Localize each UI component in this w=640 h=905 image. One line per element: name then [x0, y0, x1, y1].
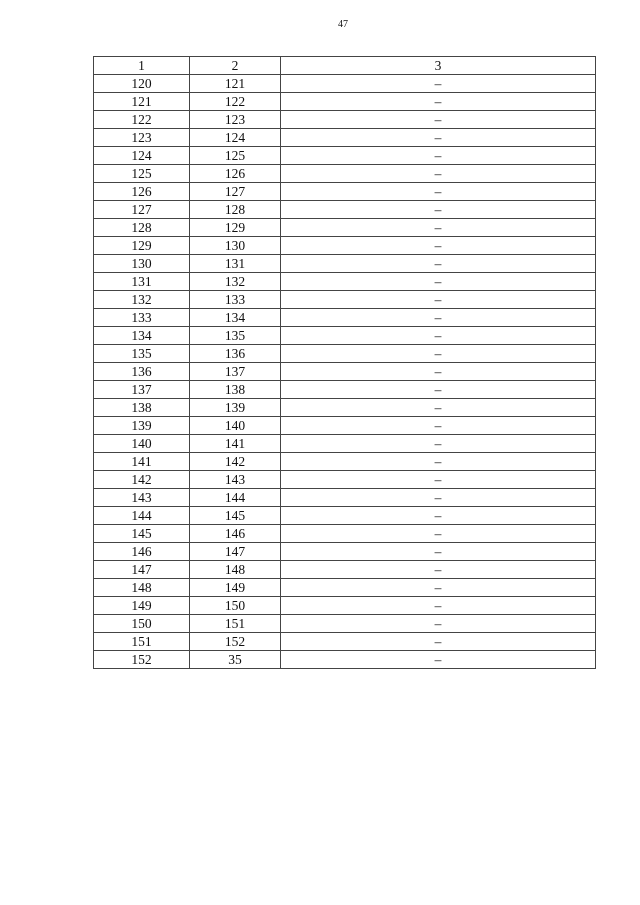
table-cell-col-2: 124: [190, 129, 281, 147]
table-row: [94, 633, 596, 651]
table-cell-col-2: 138: [190, 381, 281, 399]
table-row: [94, 471, 596, 489]
table-row: [94, 147, 596, 165]
table-row: [94, 111, 596, 129]
table-cell-col-3: –: [281, 633, 596, 651]
table-cell-col-1: 144: [94, 507, 190, 525]
table-cell-col-2: 143: [190, 471, 281, 489]
table-row: [94, 381, 596, 399]
table-cell-col-3: –: [281, 471, 596, 489]
table-cell-col-1: 148: [94, 579, 190, 597]
table-cell-col-1: 133: [94, 309, 190, 327]
table-cell-col-2: 142: [190, 453, 281, 471]
table-row: [94, 237, 596, 255]
table-cell-col-1: 141: [94, 453, 190, 471]
table-cell-col-3: –: [281, 111, 596, 129]
table-row: [94, 417, 596, 435]
table-cell-col-2: 123: [190, 111, 281, 129]
table-cell-col-3: –: [281, 615, 596, 633]
table-cell-col-3: –: [281, 381, 596, 399]
table-row: [94, 507, 596, 525]
table-cell-col-2: 35: [190, 651, 281, 669]
table-cell-col-3: –: [281, 561, 596, 579]
table-cell-col-3: –: [281, 507, 596, 525]
table-cell-col-2: 146: [190, 525, 281, 543]
column-header-1: 1: [94, 57, 190, 75]
table-cell-col-3: –: [281, 417, 596, 435]
table-row: [94, 165, 596, 183]
table-cell-col-3: –: [281, 237, 596, 255]
table-cell-col-2: 133: [190, 291, 281, 309]
table-cell-col-2: 127: [190, 183, 281, 201]
table-cell-col-1: 137: [94, 381, 190, 399]
table-cell-col-1: 145: [94, 525, 190, 543]
table-row: [94, 651, 596, 669]
table-cell-col-2: 139: [190, 399, 281, 417]
table-cell-col-1: 152: [94, 651, 190, 669]
table-cell-col-3: –: [281, 543, 596, 561]
table-cell-col-2: 132: [190, 273, 281, 291]
table-cell-col-2: 134: [190, 309, 281, 327]
table-cell-col-3: –: [281, 183, 596, 201]
table-cell-col-1: 143: [94, 489, 190, 507]
table-cell-col-1: 122: [94, 111, 190, 129]
table-cell-col-3: –: [281, 525, 596, 543]
table-cell-col-1: 128: [94, 219, 190, 237]
table-row: [94, 615, 596, 633]
table-row: [94, 399, 596, 417]
table-cell-col-1: 123: [94, 129, 190, 147]
page-number: 47: [338, 19, 348, 30]
table-cell-col-1: 126: [94, 183, 190, 201]
table-row: [94, 129, 596, 147]
table-cell-col-2: 145: [190, 507, 281, 525]
table-header-row: [94, 57, 596, 75]
table-cell-col-3: –: [281, 651, 596, 669]
table-row: [94, 543, 596, 561]
column-header-3: 3: [281, 57, 596, 75]
table-cell-col-3: –: [281, 273, 596, 291]
table-row: [94, 525, 596, 543]
table-row: [94, 183, 596, 201]
table-cell-col-1: 121: [94, 93, 190, 111]
table-cell-col-3: –: [281, 579, 596, 597]
table-cell-col-2: 141: [190, 435, 281, 453]
table-cell-col-2: 144: [190, 489, 281, 507]
table-cell-col-1: 151: [94, 633, 190, 651]
table-row: [94, 309, 596, 327]
table-cell-col-3: –: [281, 435, 596, 453]
table-cell-col-1: 132: [94, 291, 190, 309]
table-cell-col-2: 148: [190, 561, 281, 579]
table-cell-col-3: –: [281, 93, 596, 111]
table-cell-col-2: 150: [190, 597, 281, 615]
table-row: [94, 579, 596, 597]
table-cell-col-1: 139: [94, 417, 190, 435]
table-cell-col-3: –: [281, 399, 596, 417]
table-row: [94, 363, 596, 381]
table-cell-col-1: 127: [94, 201, 190, 219]
table-row: [94, 435, 596, 453]
table-cell-col-2: 131: [190, 255, 281, 273]
table-cell-col-1: 140: [94, 435, 190, 453]
table-row: [94, 561, 596, 579]
table-cell-col-3: –: [281, 345, 596, 363]
table-cell-col-2: 137: [190, 363, 281, 381]
table-cell-col-2: 149: [190, 579, 281, 597]
table-row: [94, 453, 596, 471]
table-cell-col-1: 129: [94, 237, 190, 255]
table-row: [94, 273, 596, 291]
column-header-2: 2: [190, 57, 281, 75]
table-cell-col-3: –: [281, 219, 596, 237]
table-cell-col-3: –: [281, 489, 596, 507]
table-cell-col-1: 120: [94, 75, 190, 93]
table-cell-col-1: 150: [94, 615, 190, 633]
table-cell-col-2: 126: [190, 165, 281, 183]
table-row: [94, 291, 596, 309]
table-row: [94, 93, 596, 111]
table-body: [94, 75, 596, 669]
table-row: [94, 327, 596, 345]
table-cell-col-3: –: [281, 165, 596, 183]
table-cell-col-3: –: [281, 291, 596, 309]
table-cell-col-2: 151: [190, 615, 281, 633]
table-cell-col-3: –: [281, 363, 596, 381]
table-cell-col-2: 129: [190, 219, 281, 237]
table-cell-col-1: 146: [94, 543, 190, 561]
table-cell-col-1: 142: [94, 471, 190, 489]
table-cell-col-3: –: [281, 201, 596, 219]
table-cell-col-3: –: [281, 453, 596, 471]
table-cell-col-1: 147: [94, 561, 190, 579]
table-cell-col-2: 152: [190, 633, 281, 651]
table-row: [94, 219, 596, 237]
table-cell-col-3: –: [281, 147, 596, 165]
table-cell-col-2: 135: [190, 327, 281, 345]
table-cell-col-2: 121: [190, 75, 281, 93]
data-table: [93, 56, 596, 669]
table-cell-col-1: 134: [94, 327, 190, 345]
table-cell-col-2: 130: [190, 237, 281, 255]
table-cell-col-1: 135: [94, 345, 190, 363]
table-cell-col-2: 125: [190, 147, 281, 165]
table-cell-col-3: –: [281, 597, 596, 615]
table-cell-col-2: 128: [190, 201, 281, 219]
table-row: [94, 597, 596, 615]
table-cell-col-1: 136: [94, 363, 190, 381]
table-cell-col-3: –: [281, 75, 596, 93]
table-cell-col-1: 131: [94, 273, 190, 291]
table-cell-col-1: 125: [94, 165, 190, 183]
table-row: [94, 255, 596, 273]
table-cell-col-3: –: [281, 129, 596, 147]
table-cell-col-3: –: [281, 255, 596, 273]
table-row: [94, 489, 596, 507]
table-cell-col-1: 149: [94, 597, 190, 615]
table-row: [94, 75, 596, 93]
table-cell-col-3: –: [281, 327, 596, 345]
table-cell-col-2: 147: [190, 543, 281, 561]
table-cell-col-3: –: [281, 309, 596, 327]
table-cell-col-1: 138: [94, 399, 190, 417]
table-cell-col-2: 140: [190, 417, 281, 435]
table-cell-col-2: 136: [190, 345, 281, 363]
table-row: [94, 201, 596, 219]
table-cell-col-2: 122: [190, 93, 281, 111]
table-cell-col-1: 130: [94, 255, 190, 273]
table-cell-col-1: 124: [94, 147, 190, 165]
table-row: [94, 345, 596, 363]
